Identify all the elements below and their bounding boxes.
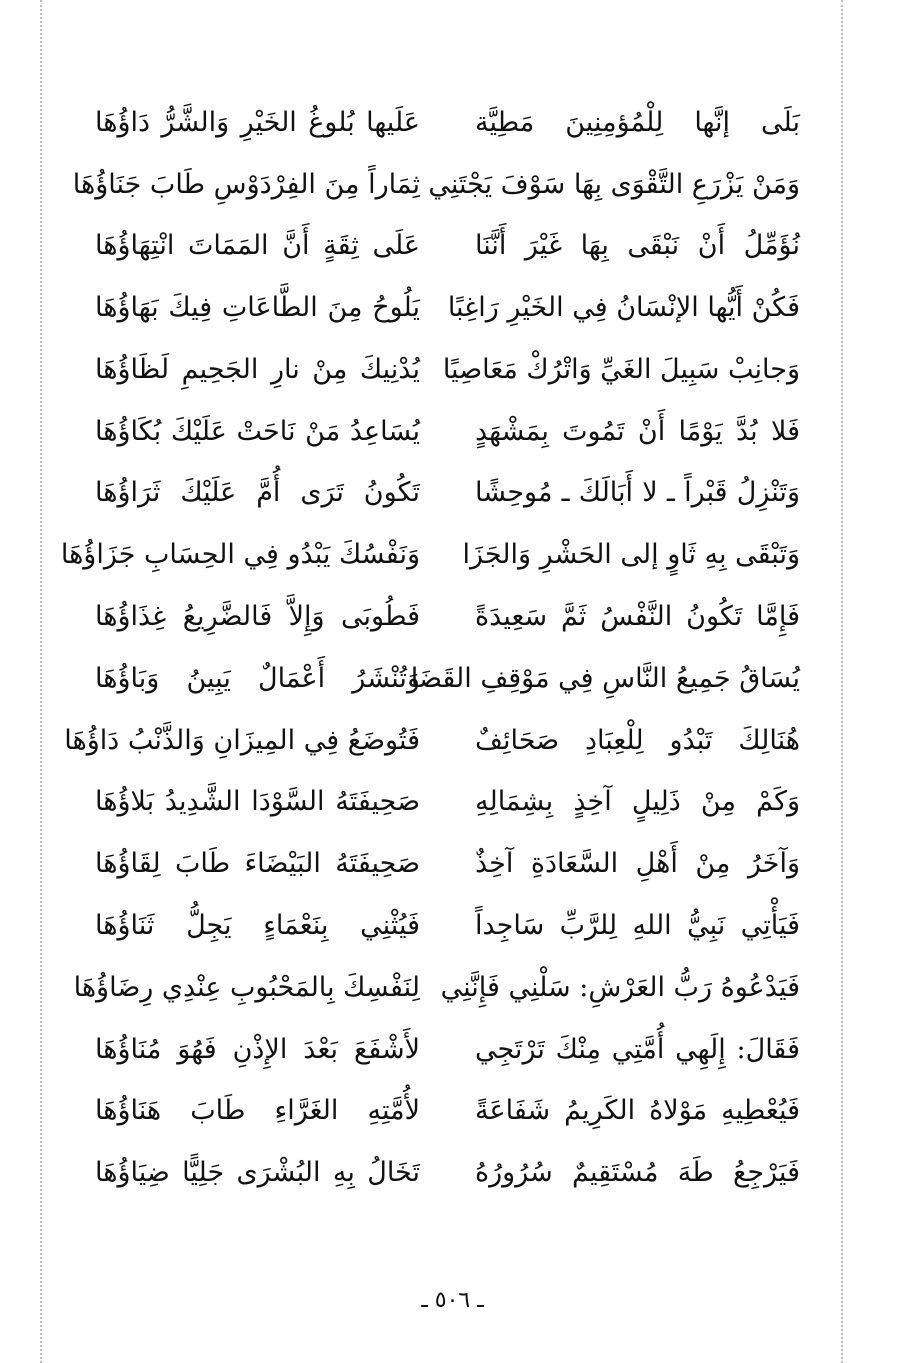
verse-line bbox=[95, 401, 800, 463]
verse-first-hemistich: وَتَنْزِلُ قَبْراً ـ لا أَبَالَكَ ـ مُوحِشًا bbox=[475, 477, 800, 509]
verse-second-hemistich: عَلَيها بُلوغُ الخَيْرِ وَالشَّرُّ دَاؤُهَا bbox=[95, 106, 420, 138]
verse-first-hemistich: فَيَدْعُوهُ رَبُّ العَرْشِ: سَلْنِي فَإِنَّنِي bbox=[440, 971, 800, 1003]
verse-first-hemistich: يُسَاقُ جَمِيعُ النَّاسِ فِي مَوْقِفِ القَضَا bbox=[410, 662, 800, 694]
verse-second-hemistich: لأَشْفَعَ بَعْدَ الإِذْنِ فَهُوَ مُنَاؤُهَا bbox=[95, 1033, 420, 1065]
verse-second-hemistich: تَخَالُ بِهِ البُشْرَى جَلِيًّا ضِيَاؤُهَا bbox=[95, 1157, 420, 1189]
verse-second-hemistich: يُدْنِيكَ مِنْ نارِ الجَحِيمِ لَظَاؤُهَا bbox=[95, 353, 420, 385]
verse-line bbox=[73, 957, 800, 1019]
verse-first-hemistich: فَكُنْ أَيُّها الإنْسَانُ فِي الخَيْرِ رَاغِبًا bbox=[447, 292, 800, 324]
verse-first-hemistich: فَيَأْتِي نَبِيُّ اللهِ لِلرَّبِّ سَاجِداً bbox=[475, 910, 800, 942]
verse-line bbox=[95, 277, 800, 339]
verse-first-hemistich: وَجانِبْ سَبِيلَ الغَيِّ وَاتْرُكْ مَعَاصِيًا bbox=[442, 353, 800, 385]
verse-first-hemistich: وَتَبْقَى بِهِ ثَاوٍ إلى الحَشْرِ وَالجَزَا bbox=[462, 539, 800, 571]
verse-second-hemistich: فَتُوضَعُ فِي المِيزَانِ وَالذَّنْبُ دَاؤُهَا bbox=[64, 724, 420, 756]
right-margin-dotted-line bbox=[841, 0, 843, 1363]
verse-line bbox=[95, 1143, 800, 1205]
poem-body bbox=[60, 92, 800, 1204]
verse-line bbox=[95, 463, 800, 525]
verse-line bbox=[64, 710, 800, 772]
verse-first-hemistich: فَقَالَ: إِلَهِي أُمَّتِي مِنْكَ تَرْتَجِي bbox=[475, 1033, 800, 1065]
verse-line bbox=[95, 648, 800, 710]
verse-line bbox=[72, 154, 800, 216]
verse-second-hemistich: ثِمَاراً مِنَ الفِرْدَوْسِ طَابَ جَنَاؤُهَا bbox=[72, 168, 420, 200]
verse-first-hemistich: وَآخَرُ مِنْ أَهْلِ السَّعَادَةِ آخِذٌ bbox=[475, 848, 800, 880]
verse-first-hemistich: هُنَالِكَ تَبْدُو لِلْعِبَادِ صَحَائِفٌ bbox=[475, 724, 800, 756]
verse-first-hemistich: بَلَى إنَّها لِلْمُؤمِنِينَ مَطِيَّة bbox=[475, 106, 800, 138]
verse-second-hemistich: عَلَى ثِقَةٍ أَنَّ المَمَاتَ انْتِهَاؤُهَا bbox=[95, 230, 420, 262]
verse-line bbox=[95, 92, 800, 154]
verse-second-hemistich: يَلُوحُ مِنَ الطَّاعَاتِ فِيكَ بَهَاؤُهَا bbox=[95, 292, 420, 324]
verse-first-hemistich: نُؤَمِّلُ أَنْ نَبْقَى بِهَا غَيْرَ أَنَّنَا bbox=[475, 230, 800, 262]
verse-line bbox=[95, 1019, 800, 1081]
verse-first-hemistich: فَيَرْجِعُ طَهَ مُسْتَقِيمٌ سُرُورُهُ bbox=[475, 1157, 800, 1189]
verse-line bbox=[95, 586, 800, 648]
verse-line bbox=[95, 834, 800, 896]
verse-second-hemistich: لأُمَّتِهِ الغَرَّاءِ طَابَ هَنَاؤُهَا bbox=[95, 1095, 420, 1127]
verse-second-hemistich: فَطُوبَى وَإِلاَّ فَالضَّرِيعُ غِذَاؤُهَا bbox=[95, 601, 420, 633]
verse-line bbox=[95, 216, 800, 278]
page-number: ـ ٥٠٦ ـ bbox=[421, 1288, 484, 1313]
verse-first-hemistich: وَكَمْ مِنْ ذَلِيلٍ آخِذٍ بِشِمَالِهِ bbox=[475, 786, 800, 818]
verse-second-hemistich: صَحِيفَتَهُ السَّوْدَا الشَّدِيدُ بَلاؤُهَا bbox=[95, 786, 420, 818]
verse-second-hemistich: لِنَفْسِكَ بِالمَحْبُوبِ عِنْدِي رِضَاؤُهَا bbox=[73, 971, 420, 1003]
verse-line bbox=[95, 895, 800, 957]
verse-first-hemistich: وَمَنْ يَزْرَعِ التَّقْوَى بِهَا سَوْفَ يَجْتَنِي bbox=[428, 168, 800, 200]
verse-first-hemistich: فَلا بُدَّ يَوْمًا أَنْ تَمُوتَ بِمَشْهَدٍ bbox=[475, 415, 800, 447]
verse-second-hemistich: يُسَاعِدُ مَنْ نَاحَتْ عَلَيْكَ بُكَاؤُهَا bbox=[95, 415, 420, 447]
verse-second-hemistich: صَحِيفَتَهُ البَيْضَاءَ طَابَ لِقَاؤُهَا bbox=[95, 848, 420, 880]
verse-second-hemistich: فَيُثْنِي بِنَعْمَاءٍ يَجِلُّ ثَنَاؤُهَا bbox=[95, 910, 420, 942]
verse-first-hemistich: فَإِمَّا تَكُونُ النَّفْسُ ثَمَّ سَعِيدَةً bbox=[475, 601, 800, 633]
verse-line bbox=[95, 772, 800, 834]
left-margin-dotted-line bbox=[40, 0, 42, 1363]
verse-first-hemistich: فَيُعْطِيهِ مَوْلاهُ الكَرِيمُ شَفَاعَةً bbox=[475, 1095, 800, 1127]
verse-second-hemistich: تَكُونُ تَرَى أُمَّ عَلَيْكَ ثَرَاؤُهَا bbox=[95, 477, 420, 509]
verse-second-hemistich: وَتُنْشَرُ أَعْمَالٌ يَبِينُ وَبَاؤُهَا bbox=[95, 662, 420, 694]
verse-line bbox=[60, 525, 800, 587]
verse-line bbox=[95, 339, 800, 401]
verse-line bbox=[95, 1081, 800, 1143]
verse-second-hemistich: وَنَفْسُكَ يَبْدُو فِي الحِسَابِ جَزَاؤُهَا bbox=[60, 539, 420, 571]
